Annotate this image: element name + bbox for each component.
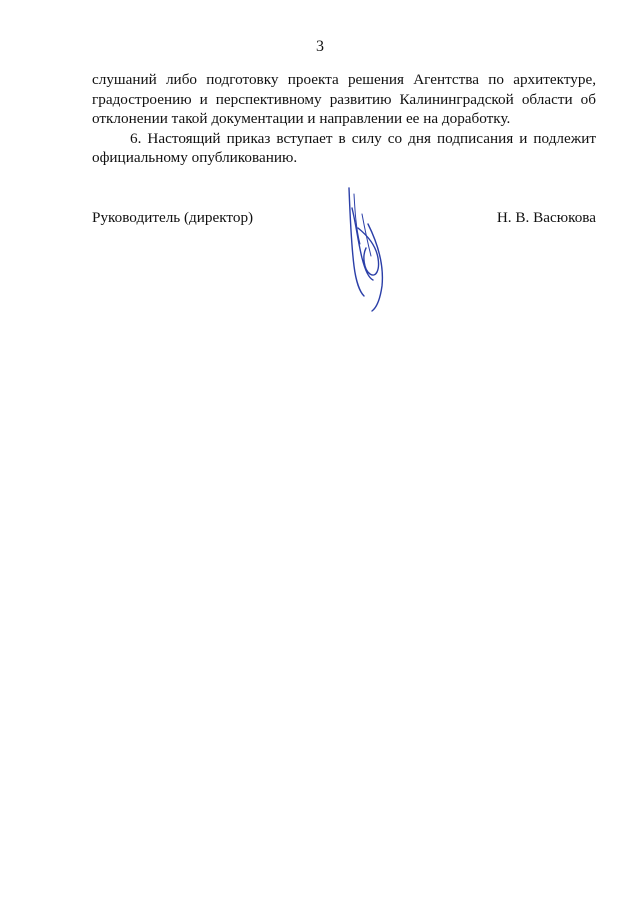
paragraph-continuation: слушаний либо подготовку проекта решения Агентства по архитектуре, градостроению и перспективному развитию Калининградской области об отклонении такой документации и направлении ее на доработку.: [92, 71, 596, 127]
signatory-title: Руководитель (директор): [92, 209, 254, 226]
paragraph-6: 6. Настоящий приказ вступает в силу со дня подписания и подлежит официальному опубликованию.: [92, 129, 596, 166]
handwritten-signature: [338, 184, 394, 314]
signatory-name: Н. В. Васюкова: [496, 209, 596, 226]
page-number: 3: [316, 38, 324, 55]
document-body: [92, 70, 596, 168]
